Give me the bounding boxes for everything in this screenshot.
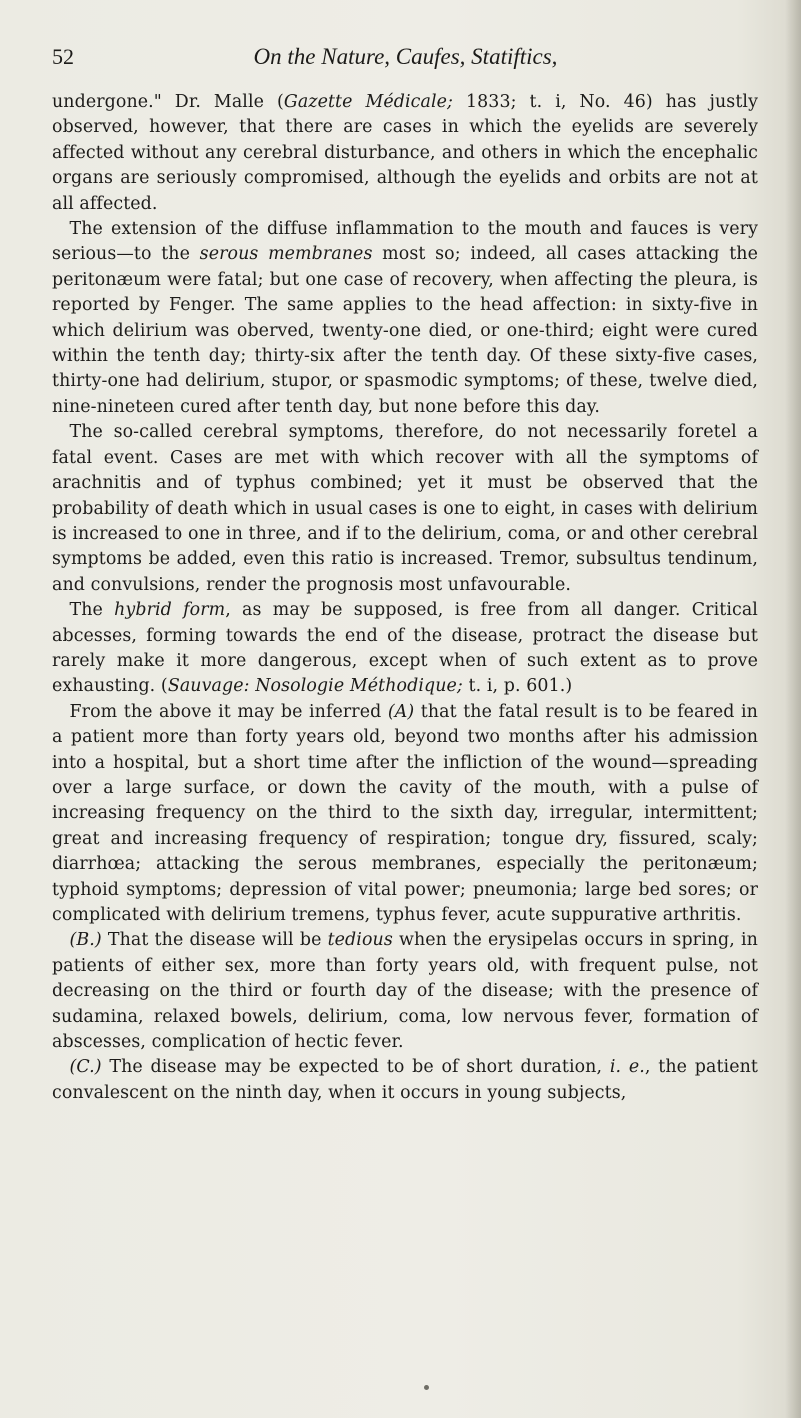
section-marker-b: (B.) (69, 930, 102, 951)
section-marker-c: (C.) (69, 1057, 102, 1078)
ink-spot (424, 1385, 429, 1390)
paragraph-3: The so-called cerebral symptoms, therefore, do not necessarily foretel a fatal event. Cases are met with which recover with all the symptoms of arachnitis and of typhus combined; yet it must be observed that the probability of death which in usual cases is one to eight, in cases with delirium is increased to one in three, and if to the delirium, coma, or and other cerebral symptoms be added, even this ratio is increased. Tremor, subsultus tendinum, and convulsions, render the prognosis most unfavourable. (52, 422, 758, 595)
paragraph-2: The extension of the diffuse inflammation to the mouth and fauces is very serious—to the serous membranes most so; indeed, all cases attacking the peritonæum were fatal; but one case of recovery, when affecting the pleura, is reported by Fenger. The same applies to the head affection: in sixty-five in which delirium was oberved, twenty-one died, or one-third; eight were cured within the tenth day; thirty-six after the tenth day. Of these sixty-five cases, thirty-one had delirium, stupor, or spasmodic symptoms; of these, twelve died, nine-nineteen cured after tenth day, but none before this day. (52, 219, 758, 417)
page-number: 52 (52, 44, 74, 69)
paragraph-7: (C.) The disease may be expected to be of short duration, i. e., the patient convalescent on the ninth day, when it occurs in young subjects, (52, 1057, 758, 1103)
paragraph-1: undergone." Dr. Malle (Gazette Médicale; 1833; t. i, No. 46) has justly observed, however, that there are cases in which the eyelids are severely affected without any cerebral disturbance, and others in which the encephalic organs are seriously compromised, although the eyelids and orbits are not at all affected. (52, 92, 758, 214)
section-marker-a: (A) (387, 701, 415, 722)
paragraph-6: (B.) That the disease will be tedious when the erysipelas occurs in spring, in patients of either sex, more than forty years old, with frequent pulse, not decreasing on the third or fourth day of the disease; with the presence of sudamina, relaxed bowels, delirium, coma, low nervous fever, formation of abscesses, complication of hectic fever. (52, 930, 758, 1053)
body-text (52, 90, 758, 1106)
running-title: On the Nature, Caufes, Statiftics, (253, 44, 558, 69)
paragraph-4: The hybrid form, as may be supposed, is free from all danger. Critical abcesses, forming towards the end of the disease, protract the disease but rarely make it more dangerous, except when of such extent as to prove exhausting. (Sauvage: Nosologie Méthodique; t. i, p. 601.) (52, 600, 758, 697)
page-header (52, 44, 759, 78)
page-edge-shadow (785, 0, 801, 1418)
paragraph-5: From the above it may be inferred (A) that the fatal result is to be feared in a patient more than forty years old, beyond two months after his admission into a hospital, but a short time after the infliction of the wound—spreading over a large surface, or down the cavity of the mouth, with a pulse of increasing frequency on the third to the sixth day, irregular, intermittent; great and increasing frequency of respiration; tongue dry, fissured, scaly; diarrhœa; attacking the serous membranes, especially the peritonæum; typhoid symptoms; depression of vital power; pneumonia; large bed sores; or complicated with delirium tremens, typhus fever, acute suppurative arthritis. (52, 701, 758, 925)
